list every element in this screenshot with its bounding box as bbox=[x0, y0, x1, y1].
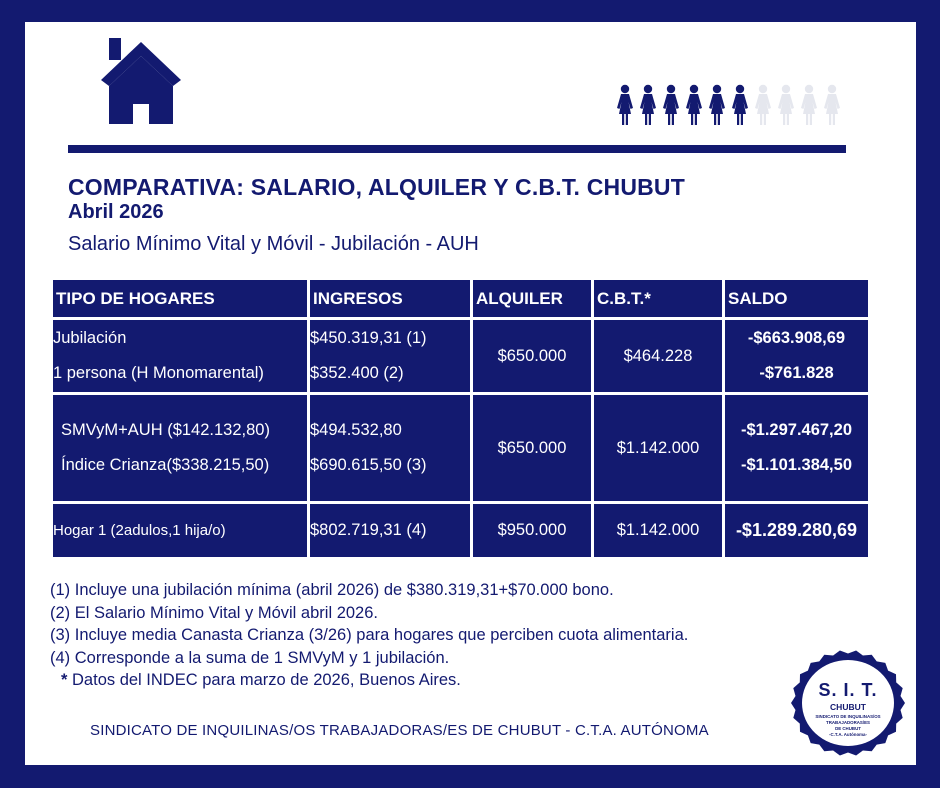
cell-tipo bbox=[53, 320, 307, 392]
person-icon bbox=[638, 84, 658, 126]
cell-tipo bbox=[53, 504, 307, 557]
table-header-row bbox=[53, 280, 868, 317]
date-label: Abril 2026 bbox=[68, 201, 164, 223]
person-icon bbox=[707, 84, 727, 126]
cell-alquiler: $650.000 bbox=[473, 395, 591, 501]
cell-tipo bbox=[53, 395, 307, 501]
note-indec-text: Datos del INDEC para marzo de 2026, Buenos Aires. bbox=[72, 671, 461, 690]
page-title: COMPARATIVA: SALARIO, ALQUILER Y C.B.T. CHUBUT bbox=[68, 174, 685, 200]
subtitle: Salario Mínimo Vital y Móvil - Jubilación - AUH bbox=[68, 233, 479, 255]
cell-text: -$761.828 bbox=[759, 364, 834, 382]
cell-text: -$1.101.384,50 bbox=[740, 456, 852, 474]
cell-text: -$1.297.467,20 bbox=[740, 421, 852, 439]
table-row bbox=[53, 504, 868, 557]
cell-text: $450.319,31 (1) bbox=[310, 329, 427, 347]
cell-cbt: $464.228 bbox=[594, 320, 722, 392]
person-icon bbox=[799, 84, 819, 126]
cell-text: $494.532,80 bbox=[310, 421, 402, 439]
infographic-card bbox=[25, 22, 916, 765]
header-alquiler: ALQUILER bbox=[473, 280, 591, 317]
footer-organization: SINDICATO DE INQUILINAS/OS TRABAJADORAS/ES DE CHUBUT - C.T.A. AUTÓNOMA bbox=[90, 722, 709, 739]
cell-text: Índice Crianza($338.215,50) bbox=[61, 456, 270, 474]
cell-cbt: $1.142.000 bbox=[594, 395, 722, 501]
cell-text: -$1.289.280,69 bbox=[735, 520, 858, 540]
cell-cbt: $1.142.000 bbox=[594, 504, 722, 557]
person-icon bbox=[684, 84, 704, 126]
person-icon bbox=[776, 84, 796, 126]
note-2: (2) El Salario Mínimo Vital y Móvil abril 2026. bbox=[50, 603, 378, 622]
cell-ingresos bbox=[310, 320, 470, 392]
person-icon bbox=[615, 84, 635, 126]
header-ingresos: INGRESOS bbox=[310, 280, 470, 317]
cell-text: $352.400 (2) bbox=[310, 364, 404, 382]
person-icon bbox=[730, 84, 750, 126]
person-icon bbox=[753, 84, 773, 126]
cell-text: Hogar 1 (2adulos,1 hija/o) bbox=[53, 522, 226, 539]
header-saldo: SALDO bbox=[725, 280, 868, 317]
note-3: (3) Incluye media Canasta Crianza (3/26) para hogares que perciben cuota alimentaria. bbox=[50, 626, 689, 645]
table-row bbox=[53, 395, 868, 501]
cell-text: SMVyM+AUH ($142.132,80) bbox=[61, 421, 270, 439]
divider bbox=[68, 145, 846, 153]
people-icon-row bbox=[615, 84, 842, 126]
cell-text: -$663.908,69 bbox=[747, 329, 846, 347]
svg-text:SINDICATO DE INQUILINAS/OS: SINDICATO DE INQUILINAS/OS bbox=[815, 714, 881, 719]
seal-abbreviation: S. I. T. bbox=[818, 680, 878, 700]
seal-region: CHUBUT bbox=[830, 702, 866, 712]
cell-text: $690.615,50 (3) bbox=[310, 456, 427, 474]
cell-ingresos bbox=[310, 504, 470, 557]
note-1: (1) Incluye una jubilación mínima (abril 2026) de $380.319,31+$70.000 bono. bbox=[50, 581, 614, 599]
header-tipo: TIPO DE HOGARES bbox=[53, 280, 307, 317]
person-icon bbox=[661, 84, 681, 126]
footnotes bbox=[50, 579, 688, 692]
comparison-table bbox=[50, 277, 871, 560]
asterisk-mark: * bbox=[61, 671, 68, 690]
person-icon bbox=[822, 84, 842, 126]
cell-alquiler: $650.000 bbox=[473, 320, 591, 392]
cell-saldo bbox=[725, 504, 868, 557]
cell-alquiler: $950.000 bbox=[473, 504, 591, 557]
cell-ingresos bbox=[310, 395, 470, 501]
header-cbt: C.B.T.* bbox=[594, 280, 722, 317]
house-icon bbox=[93, 36, 189, 131]
cell-text: $802.719,31 (4) bbox=[310, 521, 427, 539]
cell-text: Jubilación bbox=[53, 329, 127, 347]
union-seal bbox=[791, 650, 905, 756]
table-row bbox=[53, 320, 868, 392]
cell-saldo bbox=[725, 320, 868, 392]
cell-saldo bbox=[725, 395, 868, 501]
svg-text:TRABAJADORAS/ES: TRABAJADORAS/ES bbox=[826, 720, 870, 725]
svg-text:DE CHUBUT: DE CHUBUT bbox=[835, 726, 861, 731]
note-4: (4) Corresponde a la suma de 1 SMVyM y 1 jubilación. bbox=[50, 648, 450, 667]
note-indec bbox=[50, 669, 688, 692]
cell-text: 1 persona (H Monomarental) bbox=[53, 364, 264, 382]
svg-text:-C.T.A. Autónoma-: -C.T.A. Autónoma- bbox=[829, 732, 867, 737]
